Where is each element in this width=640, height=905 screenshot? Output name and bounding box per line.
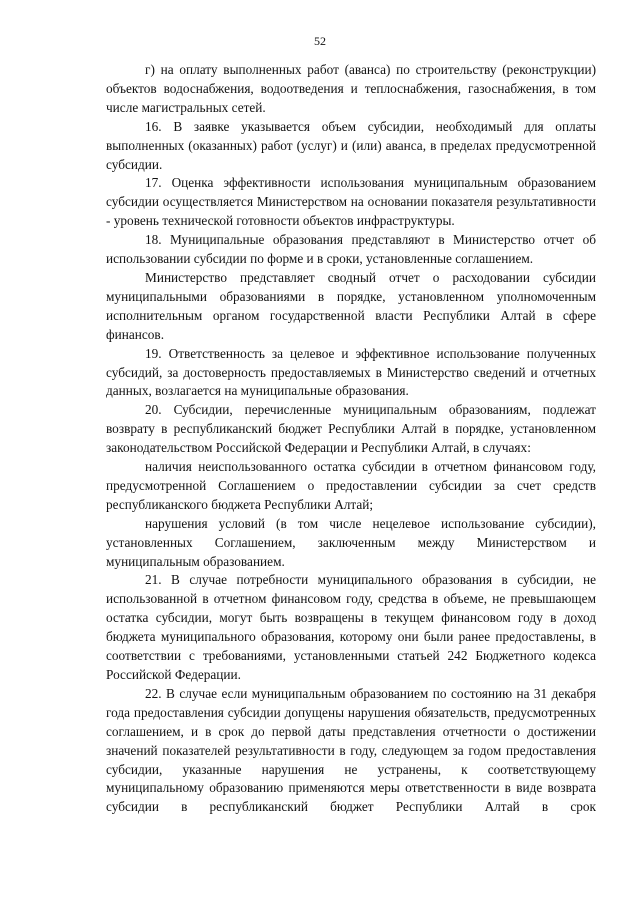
paragraph-22: 22. В случае если муниципальным образованием по состоянию на 31 декабря года предоставления субсидии допущены нарушения обязательств, предусмотренных соглашением, и в срок до первой даты представления отчетности о достижении значений показателей результативности в году, следующем за годом предоставления субсидии, указанные нарушения не устранены, к соответствующему муниципальному образованию применяются меры ответственности в виде возврата субсидии в республиканский бюджет Республики Алтай в срок <box>106 685 596 815</box>
document-body <box>106 61 596 817</box>
paragraph-20: 20. Субсидии, перечисленные муниципальным образованиям, подлежат возврату в республиканский бюджет Республики Алтай в порядке, установленном законодательством Российской Федерации и Республики Алтай, в случаях: <box>106 402 596 456</box>
paragraph-19: 19. Ответственность за целевое и эффективное использование полученных субсидий, за достоверность предоставляемых в Министерство сведений и отчетных данных, возлагается на муниципальные образования. <box>106 345 596 399</box>
paragraph-18: 18. Муниципальные образования представляют в Министерство отчет об использовании субсидии по форме и в сроки, установленные соглашением. <box>106 232 596 267</box>
page-number: 52 <box>314 34 326 48</box>
paragraph-20-case-balance: наличия неиспользованного остатка субсидии в отчетном финансовом году, предусмотренной Соглашением о предоставлении субсидии за счет средств республиканского бюджета Республики Алтай; <box>106 459 596 512</box>
paragraph-17: 17. Оценка эффективности использования муниципальным образованием субсидии осуществляется Министерством на основании показателя результативности - уровень технической готовности объектов инфраструктуры. <box>106 175 596 229</box>
paragraph-18-ministry-report: Министерство представляет сводный отчет о расходовании субсидии муниципальными образованиями в порядке, установленном уполномоченным исполнительным органом государственной власти Республики Алтай в сфере финансов. <box>106 269 596 342</box>
paragraph-20-case-violation: нарушения условий (в том числе нецелевое использование субсидии), установленных Соглашением, заключенным между Министерством и муниципальным образованием. <box>106 515 596 569</box>
paragraph-16: 16. В заявке указывается объем субсидии, необходимый для оплаты выполненных (оказанных) работ (услуг) и (или) аванса, в пределах предусмотренной субсидии. <box>106 118 596 172</box>
paragraph-item-g: г) на оплату выполненных работ (аванса) по строительству (реконструкции) объектов водоснабжения, водоотведения и теплоснабжения, газоснабжения, в том числе магистральных сетей. <box>106 62 596 115</box>
paragraph-21: 21. В случае потребности муниципального образования в субсидии, не использованной в отчетном финансовом году, средства в объеме, не превышающем остатка субсидии, могут быть возвращены в текущем финансовом году в доход бюджета муниципального образования, которому они были ранее предоставлены, в соответствии с требованиями, установленными статьей 242 Бюджетного кодекса Российской Федерации. <box>106 572 596 682</box>
